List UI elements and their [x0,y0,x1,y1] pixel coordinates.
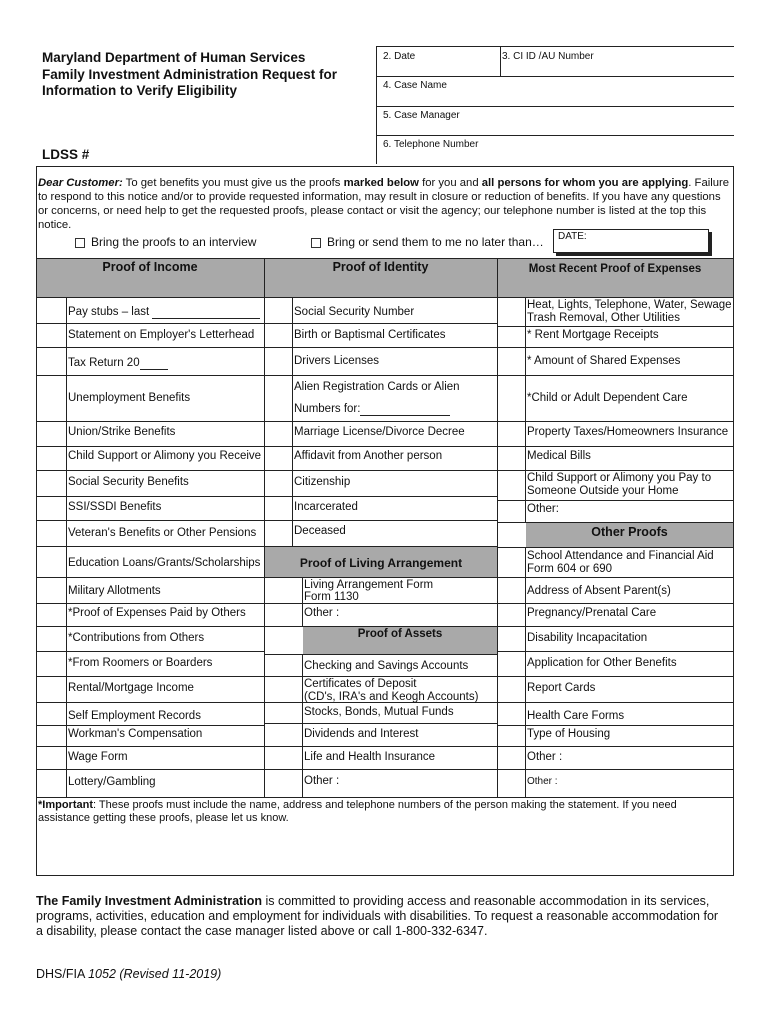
expense-item[interactable]: * Rent Mortgage Receipts [527,329,659,341]
income-item[interactable]: *Contributions from Others [68,632,205,644]
expense-item[interactable]: * Amount of Shared Expenses [527,355,681,367]
other-proof-item[interactable]: Application for Other Benefits [527,657,677,669]
deadline-date-box[interactable] [553,229,709,253]
other-proofs-header: Other Proofs [591,525,668,539]
income-item[interactable]: *From Roomers or Boarders [68,657,213,669]
identity-item[interactable]: Birth or Baptismal Certificates [294,329,446,341]
income-item[interactable]: Education Loans/Grants/Scholarships [68,557,261,569]
ci-au-number-field[interactable]: 3. CI ID /AU Number [502,51,594,62]
ldss-number-label: LDSS # [42,147,90,162]
income-item[interactable]: Tax Return 20 [68,357,168,370]
asset-item[interactable]: Dividends and Interest [304,728,419,740]
living-item[interactable]: Living Arrangement Form [304,579,434,591]
asset-item[interactable]: Life and Health Insurance [304,751,436,763]
income-item[interactable]: Pay stubs – last [68,306,260,319]
send-checkbox[interactable] [311,238,321,248]
asset-item[interactable]: Checking and Savings Accounts [304,660,469,672]
expense-item[interactable]: Property Taxes/Homeowners Insurance [527,426,729,438]
income-item[interactable]: Rental/Mortgage Income [68,682,194,694]
expense-item[interactable]: Medical Bills [527,450,591,462]
date-field[interactable]: 2. Date [383,51,416,62]
agency-title [42,50,337,100]
important-note-line2: assistance getting these proofs, please let us know. [38,812,289,824]
interview-option[interactable]: Bring the proofs to an interview [75,236,256,249]
identity-item[interactable]: Deceased [294,525,346,537]
identity-item[interactable]: Numbers for: [294,403,450,416]
case-name-field[interactable]: 4. Case Name [383,80,447,91]
living-arrangement-header: Proof of Living Arrangement [299,556,463,570]
form-number: DHS/FIA 1052 (Revised 11-2019) [36,967,222,981]
living-item[interactable]: Other : [304,607,340,619]
income-item[interactable]: Wage Form [68,751,128,763]
other-proof-item[interactable]: Report Cards [527,682,596,694]
identity-item[interactable]: Alien Registration Cards or Alien [294,381,460,393]
identity-column-header: Proof of Identity [332,260,429,274]
agency-name: Maryland Department of Human Services [42,50,306,65]
income-item[interactable]: Workman's Compensation [68,728,203,740]
other-proof-item[interactable]: Pregnancy/Prenatal Care [527,607,657,619]
other-proof-item[interactable]: Other : [527,751,563,763]
identity-item[interactable]: Social Security Number [294,306,415,318]
income-item[interactable]: Union/Strike Benefits [68,426,176,438]
footer-line2: programs, activities, education and employment for individuals with disabilities. To request a reasonable accommodation for [36,909,719,923]
form-title-line1: Family Investment Administration Request for [42,66,338,82]
income-item[interactable]: SSI/SSDI Benefits [68,501,162,513]
other-proof-item[interactable]: Address of Absent Parent(s) [527,585,671,597]
identity-item[interactable]: Incarcerated [294,501,358,513]
income-item[interactable]: *Proof of Expenses Paid by Others [68,607,246,619]
other-proof-item[interactable]: Type of Housing [527,728,611,740]
telephone-field[interactable]: 6. Telephone Number [383,139,479,150]
notice-line2: to respond to this notice and/or to provide requested information, may result in closure or reduction of benefits. If you have any questions [38,191,721,203]
notice-line1: Dear Customer: To get benefits you must give us the proofs marked below for you and all persons for whom you are applying. Failure [38,177,730,189]
send-option[interactable]: Bring or send them to me no later than… [311,236,544,249]
income-item[interactable]: Veteran's Benefits or Other Pensions [68,527,257,539]
other-proof-item[interactable]: Form 604 or 690 [527,563,613,575]
identity-item[interactable]: Affidavit from Another person [294,450,443,462]
income-column-header: Proof of Income [102,260,198,274]
assets-header: Proof of Assets [357,628,443,640]
expense-item[interactable]: *Child or Adult Dependent Care [527,392,688,404]
income-item[interactable]: Lottery/Gambling [68,776,156,788]
other-proof-item[interactable]: School Attendance and Financial Aid [527,550,714,562]
income-item[interactable]: Unemployment Benefits [68,392,191,404]
expense-item[interactable]: Heat, Lights, Telephone, Water, Sewage [527,299,732,311]
footer-line1: The Family Investment Administration is committed to providing access and reasonable accommodation in its services, [36,894,710,908]
expense-item[interactable]: Child Support or Alimony you Pay to [527,472,712,484]
interview-checkbox[interactable] [75,238,85,248]
notice-line3: or concerns, or need help to get the requested proofs, please contact or visit the agency; our telephone number is listed at the top this [38,205,707,217]
important-note-line1: *Important: These proofs must include the name, address and telephone numbers of the person making the statement. If you need [38,799,677,811]
expense-item[interactable]: Someone Outside your Home [527,485,679,497]
expense-item[interactable]: Trash Removal, Other Utilities [527,312,680,324]
identity-item[interactable]: Drivers Licenses [294,355,379,367]
other-proof-item[interactable]: Disability Incapacitation [527,632,648,644]
other-proof-item[interactable]: Other : [527,776,558,787]
identity-item[interactable]: Marriage License/Divorce Decree [294,426,465,438]
asset-item[interactable]: Other : [304,775,340,787]
asset-item[interactable]: (CD's, IRA's and Keogh Accounts) [304,691,479,703]
form-title-line2: Information to Verify Eligibility [42,83,238,98]
asset-item[interactable]: Stocks, Bonds, Mutual Funds [304,706,454,718]
notice-line4: notice. [38,219,72,231]
deadline-date-label: DATE: [558,231,587,242]
income-item[interactable]: Social Security Benefits [68,476,189,488]
identity-item[interactable]: Citizenship [294,476,351,488]
living-item[interactable]: Form 1130 [304,591,359,603]
income-item[interactable]: Military Allotments [68,585,161,597]
footer-line3: a disability, please contact the case manager listed above or call 1-800-332-6347. [36,924,488,938]
asset-item[interactable]: Certificates of Deposit [304,678,417,690]
income-item[interactable]: Self Employment Records [68,710,201,722]
case-manager-field[interactable]: 5. Case Manager [383,110,460,121]
other-proof-item[interactable]: Health Care Forms [527,710,625,722]
expense-item[interactable]: Other: [527,503,559,515]
income-item[interactable]: Statement on Employer's Letterhead [68,329,255,341]
income-item[interactable]: Child Support or Alimony you Receive [68,450,262,462]
expenses-column-header: Most Recent Proof of Expenses [528,263,702,275]
